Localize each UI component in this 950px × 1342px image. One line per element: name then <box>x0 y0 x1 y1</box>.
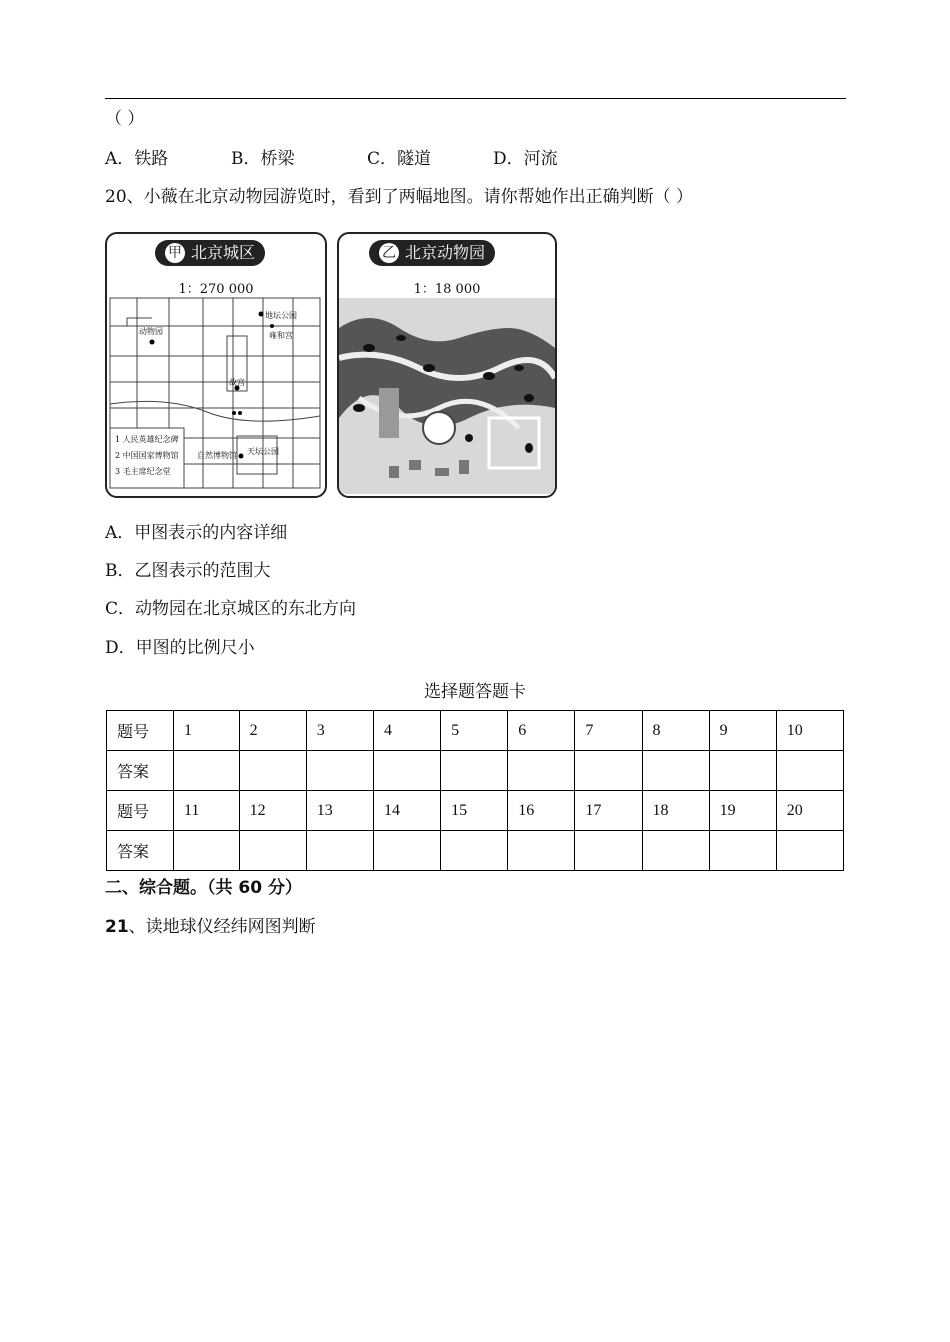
answer-cell[interactable] <box>709 751 776 791</box>
row-label-number: 题号 <box>107 711 174 751</box>
map-a-legend-3: 3 毛主席纪念堂 <box>115 467 171 476</box>
answer-cell[interactable] <box>174 751 240 791</box>
answer-card-table <box>106 710 844 871</box>
q20-option-d: D．甲图的比例尺小 <box>105 638 255 658</box>
question-number: 13 <box>306 791 373 831</box>
answer-cell[interactable] <box>239 751 306 791</box>
row-label-number: 题号 <box>107 791 174 831</box>
question-number: 6 <box>508 711 575 751</box>
question-number: 14 <box>373 791 440 831</box>
answer-cell[interactable] <box>306 831 373 871</box>
answer-cell[interactable] <box>174 831 240 871</box>
question-number: 18 <box>642 791 709 831</box>
map-beijing-zoo <box>337 232 557 498</box>
q19-options <box>105 148 558 170</box>
answer-cell[interactable] <box>508 831 575 871</box>
q21-stem <box>105 916 316 938</box>
answer-cell[interactable] <box>642 831 709 871</box>
q19-option-b: B．桥梁 <box>231 149 295 169</box>
answer-cell[interactable] <box>575 751 642 791</box>
answer-bracket: （ ） <box>105 109 145 129</box>
map-a-mark: 甲 <box>165 243 185 263</box>
table-row <box>107 831 844 871</box>
table-row <box>107 751 844 791</box>
question-number: 17 <box>575 791 642 831</box>
map-a-museum-label: 自然博物馆 <box>197 451 237 460</box>
map-b-title: 北京动物园 <box>405 243 486 262</box>
answer-cell[interactable] <box>239 831 306 871</box>
header-rule <box>105 98 846 99</box>
answer-cell[interactable] <box>776 751 843 791</box>
map-a-legend-2: 2 中国国家博物馆 <box>115 451 179 460</box>
section-2-title: 二、综合题。（共 60 分） <box>105 878 302 898</box>
map-b-zoo-plan <box>339 298 555 494</box>
map-a-zoo-label: 动物园 <box>139 327 163 336</box>
maps-figure <box>105 232 560 497</box>
q20-option-a: A．甲图表示的内容详细 <box>105 523 288 543</box>
map-a-scale: 1：270 000 <box>178 282 254 297</box>
question-number: 10 <box>776 711 843 751</box>
answer-cell[interactable] <box>441 831 508 871</box>
q20-option-b: B．乙图表示的范围大 <box>105 561 271 581</box>
map-a-ditan-label: 地坛公园 <box>265 311 297 320</box>
question-number: 16 <box>508 791 575 831</box>
map-a-legend-1: 1 人民英雄纪念碑 <box>115 435 179 444</box>
question-number: 8 <box>642 711 709 751</box>
question-number: 4 <box>373 711 440 751</box>
map-a-tiantan-label: 天坛公园 <box>247 447 279 456</box>
map-beijing-city <box>105 232 327 498</box>
question-number: 3 <box>306 711 373 751</box>
question-number: 7 <box>575 711 642 751</box>
map-a-title: 北京城区 <box>191 243 256 262</box>
answer-cell[interactable] <box>508 751 575 791</box>
answer-cell[interactable] <box>575 831 642 871</box>
question-number: 1 <box>174 711 240 751</box>
q19-option-c: C．隧道 <box>367 149 432 169</box>
row-label-answer: 答案 <box>107 831 174 871</box>
q20-stem: 20、小薇在北京动物园游览时，看到了两幅地图。请你帮她作出正确判断（ ） <box>105 187 694 207</box>
answer-cell[interactable] <box>306 751 373 791</box>
answer-cell[interactable] <box>709 831 776 871</box>
map-a-yonghegong-label: 雍和宫 <box>269 331 293 340</box>
question-number: 2 <box>239 711 306 751</box>
q21-number: 21 <box>105 917 129 937</box>
map-b-badge <box>369 240 495 266</box>
question-number: 15 <box>441 791 508 831</box>
map-a-badge <box>155 240 265 266</box>
map-a-gugong-label: 故宫 <box>229 378 245 387</box>
table-row <box>107 791 844 831</box>
question-number: 11 <box>174 791 240 831</box>
answer-cell[interactable] <box>441 751 508 791</box>
question-number: 5 <box>441 711 508 751</box>
q21-text: 、读地球仪经纬网图判断 <box>128 917 316 937</box>
answer-cell[interactable] <box>642 751 709 791</box>
map-b-scale: 1：18 000 <box>413 282 481 297</box>
q19-option-d: D．河流 <box>493 149 558 169</box>
question-number: 19 <box>709 791 776 831</box>
question-number: 9 <box>709 711 776 751</box>
table-row <box>107 711 844 751</box>
map-b-mark: 乙 <box>379 243 399 263</box>
answer-cell[interactable] <box>776 831 843 871</box>
question-number: 20 <box>776 791 843 831</box>
row-label-answer: 答案 <box>107 751 174 791</box>
answer-cell[interactable] <box>373 751 440 791</box>
q19-option-a: A．铁路 <box>105 149 169 169</box>
answer-card-title: 选择题答题卡 <box>424 682 526 702</box>
answer-cell[interactable] <box>373 831 440 871</box>
question-number: 12 <box>239 791 306 831</box>
q20-option-c: C．动物园在北京城区的东北方向 <box>105 599 357 619</box>
